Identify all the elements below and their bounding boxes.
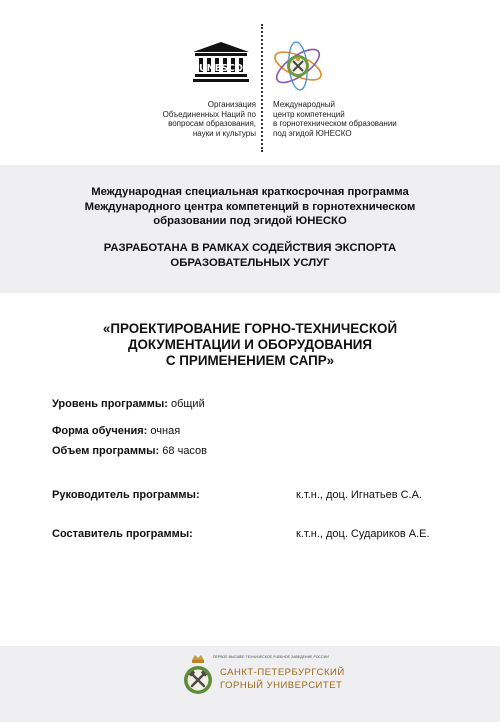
export-line: РАЗРАБОТАНА В РАМКАХ СОДЕЙСТВИЯ ЭКСПОРТА: [103, 242, 397, 254]
header-divider: [261, 24, 263, 152]
university-name-line: ГОРНЫЙ УНИВЕРСИТЕТ: [220, 679, 343, 691]
program-leader-label: Руководитель программы:: [52, 489, 200, 501]
org-left-line: Объединенных Наций по: [162, 109, 256, 119]
university-name-line: САНКТ-ПЕТЕРБУРГСКИЙ: [220, 667, 345, 678]
program-line: образовании под эгидой ЮНЕСКО: [153, 215, 347, 227]
unesco-logo: [190, 40, 252, 92]
study-form-label: Форма обучения:: [52, 425, 148, 437]
org-left-line: науки и культуры: [192, 128, 256, 138]
university-name: [220, 667, 345, 692]
university-emblem-icon: [179, 652, 217, 698]
program-volume-label: Объем программы:: [52, 445, 160, 457]
competence-centre-logo: [270, 38, 326, 94]
org-right-line: в горнотехническом образовании: [273, 119, 397, 128]
program-leader-value: к.т.н., доц. Игнатьев С.А.: [296, 489, 422, 501]
program-compiler-label: Составитель программы:: [52, 528, 193, 540]
export-line: ОБРАЗОВАТЕЛЬНЫХ УСЛУГ: [170, 256, 330, 269]
program-volume: [52, 444, 207, 458]
university-caption: ПЕРВОЕ ВЫСШЕЕ ТЕХНИЧЕСКОЕ УЧЕБНОЕ ЗАВЕДЕНИЕ РОССИИ: [213, 655, 329, 659]
study-form: [52, 424, 180, 438]
program-level-value: общий: [170, 398, 205, 410]
org-right-line: под эгидой ЮНЕСКО: [273, 128, 352, 138]
program-description: [30, 185, 470, 229]
program-level: [52, 397, 205, 411]
export-note: [30, 241, 470, 270]
course-title-line: «ПРОЕКТИРОВАНИЕ ГОРНО-ТЕХНИЧЕСКОЙ: [102, 321, 398, 336]
org-left-line: вопросам образования,: [168, 119, 256, 128]
program-level-label: Уровень программы:: [52, 398, 168, 410]
course-title: [30, 321, 470, 368]
program-compiler-value: к.т.н., доц. Судариков А.Е.: [296, 528, 430, 540]
org-right-line: Международный: [273, 100, 336, 109]
competence-centre-name: [273, 100, 433, 138]
program-line: Международного центра компетенций в горнотехническом: [84, 200, 416, 213]
course-title-line: ДОКУМЕНТАЦИИ И ОБОРУДОВАНИЯ: [127, 336, 373, 352]
unesco-wordmark: UNESCO: [198, 63, 244, 74]
program-volume-value: 68 часов: [162, 445, 208, 457]
unesco-organization-name: [120, 100, 256, 138]
study-form-value: очная: [150, 425, 181, 437]
org-left-line: Организация: [207, 100, 256, 109]
org-right-line: центр компетенций: [273, 109, 345, 119]
course-title-line: С ПРИМЕНЕНИЕМ САПР»: [165, 352, 335, 368]
program-line: Международная специальная краткосрочная программа: [91, 186, 409, 198]
